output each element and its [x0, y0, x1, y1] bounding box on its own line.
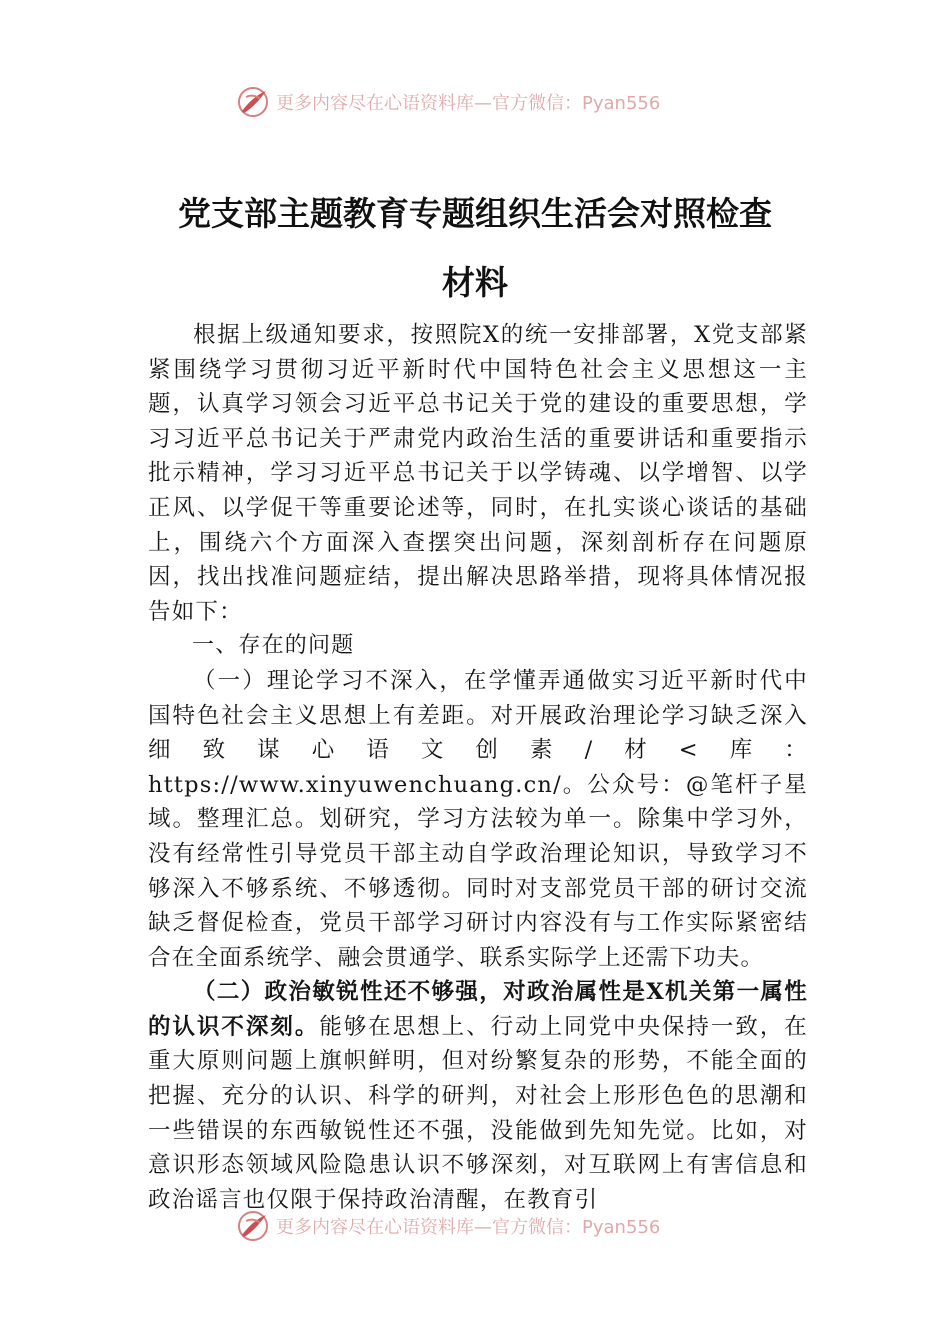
- item-1-paragraph: （一）理论学习不深入，在学懂弄通做实习近平新时代中国特色社会主义思想上有差距。对开展政治理论学习缺乏深入细致谋心语文创素/材<库：https://www.xinyuwenchuang.cn/。公众号：@笔杆子星域。整理汇总。划研究，学习方法较为单一。除集中学习外，没有经常性引导党员干部主动自学政治理论知识，导致学习不够深入不够系统、不够透彻。同时对支部党员干部的研讨交流缺乏督促检查，党员干部学习研讨内容没有与工作实际紧密结合在全面系统学、融会贯通学、联系实际学上还需下功夫。: [148, 667, 808, 971]
- watermark-text: 更多内容尽在心语资料库—官方微信：Pyan556: [276, 1217, 661, 1238]
- logo-icon: [236, 1209, 270, 1243]
- document-title-line2: 材料: [442, 263, 508, 302]
- logo-icon: [236, 85, 270, 119]
- watermark-header: [236, 82, 756, 122]
- watermark-text: 更多内容尽在心语资料库—官方微信：Pyan556: [276, 93, 661, 114]
- item-2-heading: （二）政治敏锐性还不够强，对政治属性是X机关第一属性的认识不深刻。: [148, 979, 808, 1040]
- document-body: [148, 318, 808, 1217]
- section-heading: 一、存在的问题: [192, 633, 355, 659]
- intro-paragraph: 根据上级通知要求，按照院X的统一安排部署，X党支部紧紧围绕学习贯彻习近平新时代中国特色社会主义思想这一主题，认真学习领会习近平总书记关于党的建设的重要思想，学习习近平总书记关于严肃党内政治生活的重要讲话和重要指示批示精神，学习习近平总书记关于以学铸魂、以学增智、以学正风、以学促干等重要论述等，同时，在扎实谈心谈话的基础上，围绕六个方面深入查摆突出问题，深刻剖析存在问题原因，找出找准问题症结，提出解决思路举措，现将具体情况报告如下：: [148, 322, 808, 625]
- item-2-body: 能够在思想上、行动上同党中央保持一致，在重大原则问题上旗帜鲜明，但对纷繁复杂的形势，不能全面的把握、充分的认识、科学的研判，对社会上形形色色的思潮和一些错误的东西敏锐性还不强，没能做到先知先觉。比如，对意识形态领域风险隐患认识不够深刻，对互联网上有害信息和政治谣言也仅限于保持政治清醒，在教育引: [148, 1013, 808, 1213]
- watermark-footer: [236, 1206, 756, 1246]
- document-title-line1: 党支部主题教育专题组织生活会对照检查: [178, 194, 772, 233]
- item-2-paragraph: [148, 975, 808, 1217]
